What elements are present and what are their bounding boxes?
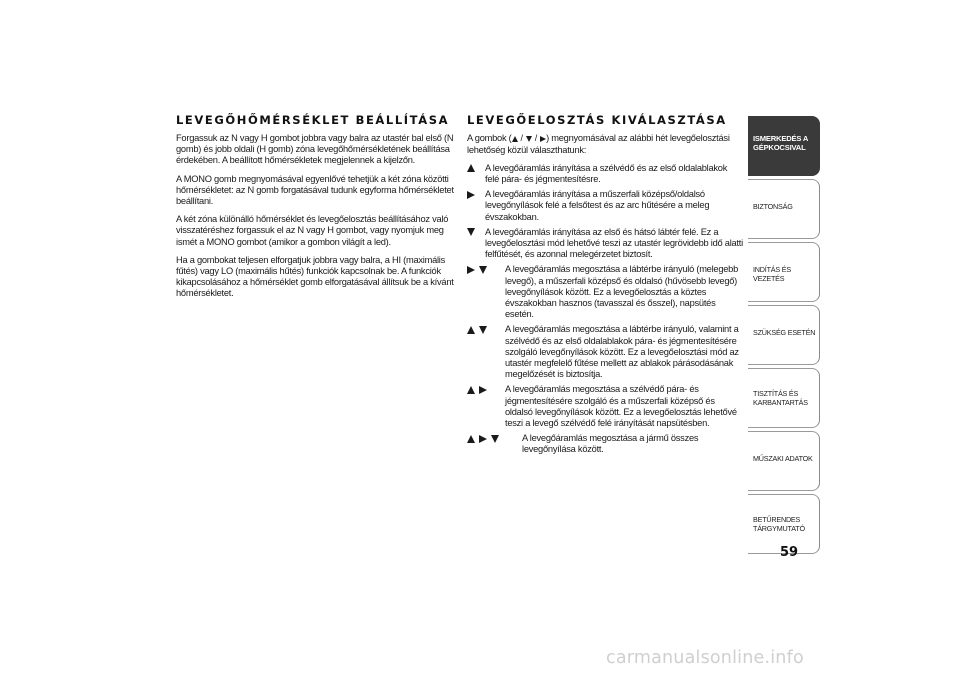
option-icons [467,189,475,200]
air-distribution-section-title: LEVEGŐELOSZTÁS KIVÁLASZTÁSA [467,113,727,127]
arrow-right-icon [479,435,487,443]
tab-in-an-emergency[interactable] [748,305,820,365]
arrow-down-icon [491,435,499,443]
arrow-right-icon [479,386,487,394]
option-icons [467,324,487,335]
option-icons [467,433,499,444]
option-icons [467,227,475,238]
list-item [467,264,743,320]
temperature-paragraph-4: Ha a gombokat teljesen elforgatjuk jobbra vagy balra, a HI (maximális fűtés) vagy LO (maximális hűtés) funkciók kapcsolnak be. A funkciók kikapcsolásához a hőmérséklet gomb elforgatásával állítsuk be a kívánt hőmérsékletet. [176,254,454,299]
tab-label: INDÍTÁS ÉS VEZETÉS [753,265,791,283]
arrow-down-icon [479,326,487,334]
tab-label: SZÜKSÉG ESETÉN [753,328,816,337]
option-text: A levegőáramlás irányítása a műszerfali középső/oldalsó levegőnyílások felé a felsőtest és az arc hűtésére a meleg évszakokban. [485,189,710,222]
tab-safety[interactable] [748,179,820,239]
arrow-right-icon [467,266,475,274]
arrow-up-icon [467,435,475,443]
tab-label: BETŰRENDES TÁRGYMUTATÓ [753,515,805,533]
option-text: A levegőáramlás megosztása a lábtérbe irányuló (melegebb levegő), a műszerfali középső és oldalsó (hűvösebb levegő) levegőnyílások között. Ez a levegőelosztás a köztes évszakokban hasznos (tavasszal és ősszel), napsütés esetén. [505,264,739,320]
intro-icons: / / [512,133,547,144]
list-item [467,227,743,261]
tab-label: TISZTÍTÁS ÉS KARBANTARTÁS [753,389,808,407]
tab-care-and-maintenance[interactable] [748,368,820,428]
air-distribution-intro [467,133,743,156]
option-icons [467,163,475,174]
arrow-up-icon [512,136,518,142]
temperature-paragraph-2: A MONO gomb megnyomásával egyenlővé tehetjük a két zóna közötti hőmérsékletet: az N gomb forgatásával tudunk egyforma hőmérsékletet beállítani. [176,173,454,207]
list-item [467,163,743,185]
option-text: A levegőáramlás megosztása a jármű összes levegőnyílása között. [522,433,699,455]
arrow-up-icon [467,326,475,334]
air-distribution-section [467,113,743,460]
tab-technical-data[interactable] [748,431,820,491]
list-item [467,384,743,429]
distribution-options-list [467,163,743,456]
page-number: 59 [780,545,799,560]
option-text: A levegőáramlás irányítása a szélvédő és az első oldalablakok felé pára- és jégmentesítésre. [485,162,728,185]
arrow-down-icon [467,228,475,236]
temperature-paragraph-3: A két zóna különálló hőmérséklet és levegőelosztás beállításához való visszatéréshez forgassuk el az N vagy H gombot, vagy nyomjuk meg ismét a MONO gombot (amikor a gombon világít a led). [176,214,449,247]
list-item [467,433,743,455]
arrow-down-icon [526,136,532,142]
option-text: A levegőáramlás megosztása a szélvédő pára- és jégmentesítésére szolgáló és a műszerfali középső és oldalsó levegőnyílások között. Ez a levegőelosztás lehetővé teszi a levegő szélvédő felé irányítását napsütésben. [505,384,737,429]
tab-label: BIZTONSÁG [753,202,793,211]
list-item [467,324,743,380]
option-icons [467,384,487,395]
intro-text-after: ) megnyomásával az alábbi hét levegőelosztási lehetőség közül választhatunk: [467,133,730,155]
option-icons [467,264,487,275]
temperature-section [176,113,456,307]
tab-label: MŰSZAKI ADATOK [753,454,813,463]
tab-starting-and-driving[interactable] [748,242,820,302]
tab-getting-to-know-the-car[interactable] [748,116,820,176]
arrow-up-icon [467,164,475,172]
intro-text-before: A gombok ( [467,133,512,143]
temperature-paragraph-1: Forgassuk az N vagy H gombot jobbra vagy balra az utastér bal első (N gomb) és jobb oldali (H gomb) zóna levegőhőmérsékletének beállítása érdekében. A beállított hőmérsékletek megjelennek a kijelzőn. [176,133,454,166]
arrow-up-icon [467,386,475,394]
arrow-down-icon [479,266,487,274]
watermark: carmanualsonline.info [606,648,804,668]
option-text: A levegőáramlás megosztása a lábtérbe irányuló, valamint a szélvédő és az első oldalablakok pára- és jégmentesítésére szolgáló levegőnyílások között. Ez a levegőelosztási mód az utastér megfelelő fűtése mellett az ablakok párásodásának megelőzését is biztosítja. [505,324,739,380]
tab-label: ISMERKEDÉS A GÉPKOCSIVAL [753,134,809,152]
temperature-section-title: LEVEGŐHŐMÉRSÉKLET BEÁLLÍTÁSA [176,113,450,127]
chapter-tabs [748,116,820,557]
option-text: A levegőáramlás irányítása az első és hátsó lábtér felé. Ez a levegőelosztási mód lehetővé teszi az utastér legrövidebb idő alatti felfűtését, és azonnal melegérzetet biztosít. [485,226,743,260]
arrow-right-icon [467,191,475,199]
list-item [467,189,743,223]
